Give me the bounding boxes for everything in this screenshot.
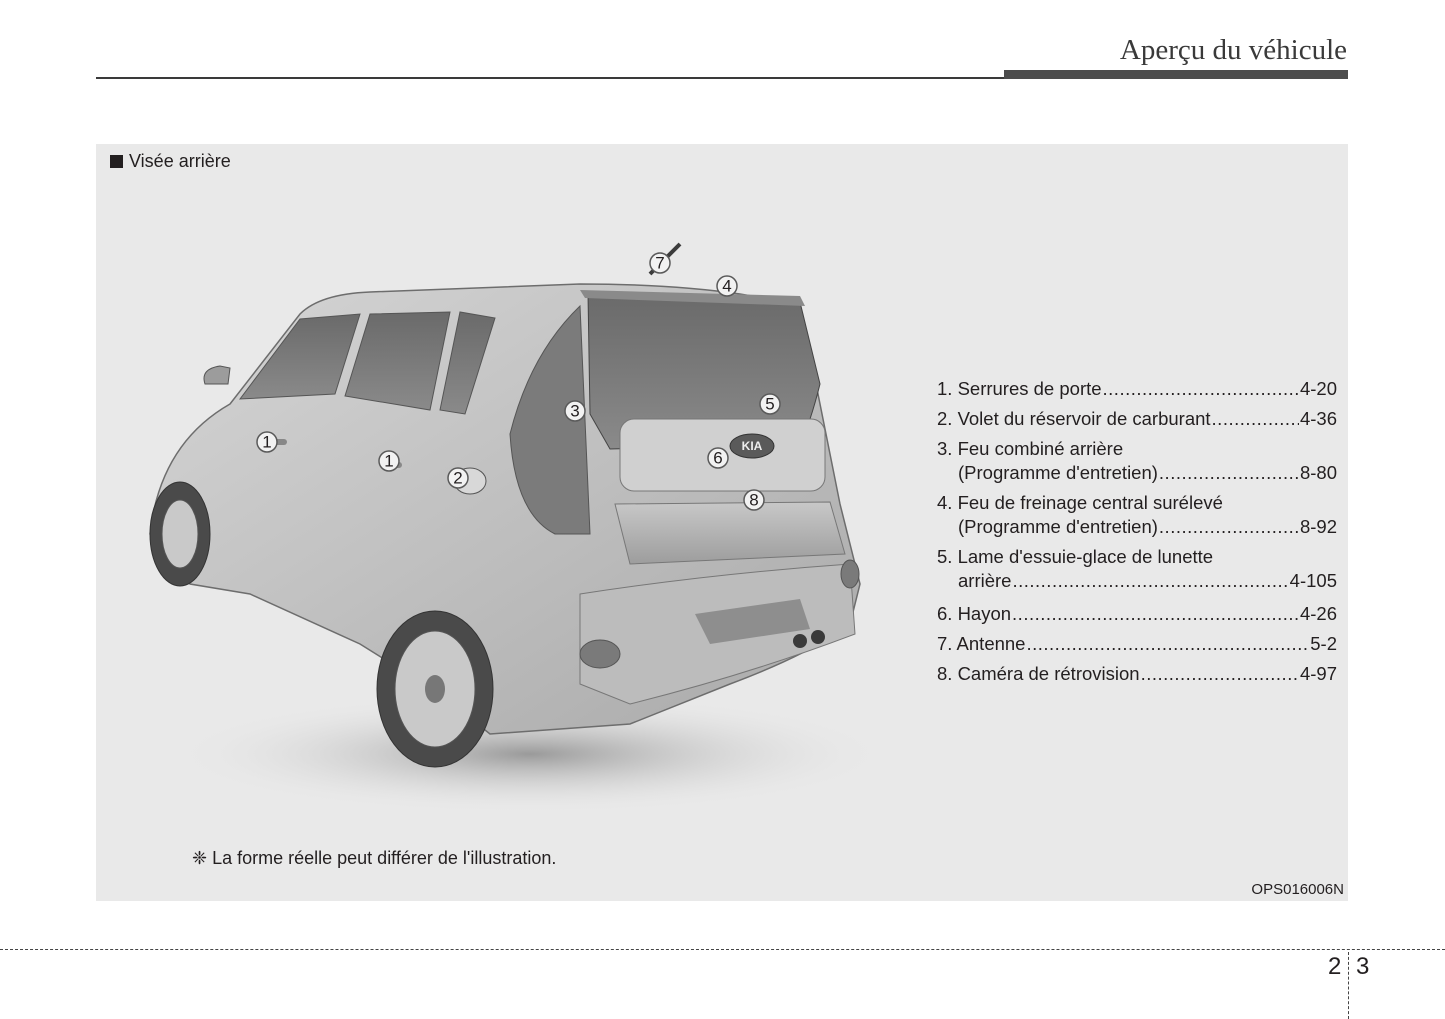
legend-label: 8. Caméra de rétrovision bbox=[937, 663, 1140, 684]
front-wheel-rim bbox=[162, 500, 198, 568]
chapter-title: Aperçu du véhicule bbox=[1119, 34, 1347, 66]
page-divider bbox=[1348, 952, 1349, 1019]
section-heading-text: Visée arrière bbox=[129, 151, 231, 171]
illustration-footnote: ❈ La forme réelle peut différer de l'illustration. bbox=[192, 848, 557, 868]
callout-7-antenna bbox=[650, 253, 670, 273]
legend-item bbox=[937, 374, 1337, 404]
footer-rule bbox=[0, 949, 1445, 950]
legend-item bbox=[937, 545, 1337, 593]
legend-page-ref: 4-26 bbox=[1299, 603, 1337, 624]
rear-wheel-hub bbox=[425, 675, 445, 703]
callout-4-brake-light bbox=[717, 276, 737, 296]
legend-item bbox=[937, 404, 1337, 434]
legend-label: 6. Hayon bbox=[937, 603, 1012, 624]
legend-label: 3. Feu combiné arrière bbox=[937, 438, 1124, 459]
svg-text:6: 6 bbox=[713, 448, 723, 468]
legend-label-continued: arrière bbox=[958, 570, 1012, 591]
legend-label: 4. Feu de freinage central surélevé bbox=[937, 492, 1223, 513]
legend-item bbox=[937, 659, 1337, 689]
legend-item bbox=[937, 491, 1337, 539]
callout-3-rear-lamp bbox=[565, 401, 585, 421]
callout-1-rear-door bbox=[379, 451, 399, 471]
page-number: 3 bbox=[1356, 953, 1370, 980]
legend-page-ref: 4-36 bbox=[1299, 408, 1337, 429]
legend-label: 5. Lame d'essuie-glace de lunette bbox=[937, 546, 1214, 567]
image-code: OPS016006N bbox=[1251, 881, 1344, 898]
svg-text:5: 5 bbox=[765, 394, 775, 414]
rear-fog-lamp-left bbox=[580, 640, 620, 668]
legend-page-ref: 4-105 bbox=[1289, 570, 1337, 591]
legend-label: 2. Volet du réservoir de carburant bbox=[937, 408, 1211, 429]
legend-page-ref: 4-97 bbox=[1299, 663, 1337, 684]
legend-item bbox=[937, 629, 1337, 659]
square-bullet-icon bbox=[110, 155, 123, 168]
legend-label: 1. Serrures de porte bbox=[937, 378, 1102, 399]
rear-fog-lamp-right bbox=[841, 560, 859, 588]
svg-text:8: 8 bbox=[749, 490, 759, 510]
svg-text:1: 1 bbox=[262, 432, 272, 452]
svg-text:3: 3 bbox=[570, 401, 580, 421]
svg-text:1: 1 bbox=[384, 451, 394, 471]
illustration-panel bbox=[96, 144, 1348, 901]
car-drawing bbox=[110, 234, 910, 814]
legend-page-ref: 8-92 bbox=[1299, 516, 1337, 537]
section-number: 2 bbox=[1328, 953, 1342, 980]
section-heading bbox=[110, 151, 231, 172]
callout-5-wiper bbox=[760, 394, 780, 414]
legend-item bbox=[937, 437, 1337, 485]
legend-label-continued: (Programme d'entretien) bbox=[958, 516, 1158, 537]
header-rule-accent bbox=[1004, 70, 1348, 79]
callout-6-tailgate bbox=[708, 448, 728, 468]
legend-page-ref: 5-2 bbox=[1310, 633, 1337, 654]
exhaust-tip-left bbox=[793, 634, 807, 648]
car-rear-illustration bbox=[110, 234, 910, 814]
callout-1-front-door bbox=[257, 432, 277, 452]
callout-2-fuel-door bbox=[448, 468, 468, 488]
legend-page-ref: 8-80 bbox=[1299, 462, 1337, 483]
svg-text:4: 4 bbox=[722, 276, 732, 296]
header-rule bbox=[96, 77, 1006, 79]
kia-badge-text: KIA bbox=[741, 439, 763, 453]
legend-item bbox=[937, 599, 1337, 629]
component-legend bbox=[937, 374, 1337, 689]
side-mirror bbox=[204, 366, 230, 384]
legend-label: 7. Antenne bbox=[937, 633, 1026, 654]
exhaust-tip-right bbox=[811, 630, 825, 644]
callout-8-camera bbox=[744, 490, 764, 510]
legend-page-ref: 4-20 bbox=[1299, 378, 1337, 399]
legend-label-continued: (Programme d'entretien) bbox=[958, 462, 1158, 483]
svg-text:2: 2 bbox=[453, 468, 463, 488]
tailgate-lower bbox=[615, 502, 845, 564]
svg-text:7: 7 bbox=[655, 253, 665, 273]
